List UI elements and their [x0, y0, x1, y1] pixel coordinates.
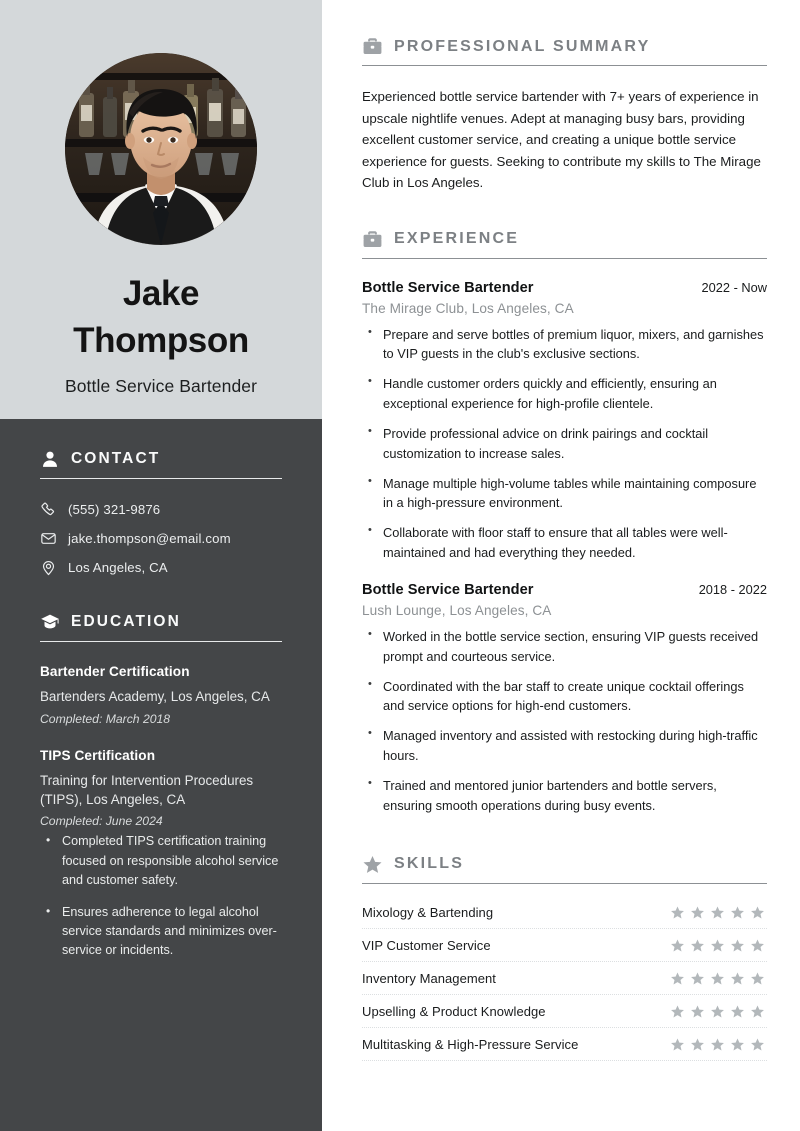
list-item: • Provide professional advice on drink pairings and cocktail customization to increase sales.: [362, 424, 767, 464]
contact-phone[interactable]: [40, 501, 282, 518]
briefcase-icon: [362, 36, 383, 57]
star-icon: [750, 905, 765, 920]
experience-organization: The Mirage Club, Los Angeles, CA: [362, 300, 574, 316]
sidebar: [0, 0, 322, 1131]
star-icon: [690, 938, 705, 953]
star-icon: [730, 1037, 745, 1052]
location-pin-icon: [40, 559, 57, 576]
skill-rating: [670, 938, 767, 953]
star-icon: [690, 971, 705, 986]
star-icon: [670, 1004, 685, 1019]
skills-heading-label: SKILLS: [394, 855, 465, 873]
skill-name: Upselling & Product Knowledge: [362, 1003, 546, 1019]
star-icon: [750, 1004, 765, 1019]
skill-row: [362, 896, 767, 929]
contact-location[interactable]: [40, 559, 282, 576]
skill-rating: [670, 971, 767, 986]
section-contact: [40, 449, 282, 576]
page-title: [18, 271, 304, 364]
experience-bullet-list: [362, 627, 767, 816]
star-icon: [750, 1037, 765, 1052]
list-item: • Ensures adherence to legal alcohol service standards and minimizes over-service or incidents.: [40, 903, 282, 960]
education-school: Training for Intervention Procedures (TIPS), Los Angeles, CA: [40, 772, 254, 807]
skill-row: [362, 1028, 767, 1061]
experience-bullet-list: [362, 325, 767, 563]
experience-heading-label: EXPERIENCE: [394, 230, 520, 248]
summary-heading-label: PROFESSIONAL SUMMARY: [394, 37, 651, 55]
star-icon: [690, 905, 705, 920]
list-item: • Completed TIPS certification training focused on responsible alcohol service and customer safety.: [40, 832, 282, 889]
experience-role: Bottle Service Bartender: [362, 279, 534, 296]
phone-icon: [40, 501, 57, 518]
star-icon: [710, 905, 725, 920]
education-heading-label: EDUCATION: [71, 613, 181, 631]
briefcase-icon: [362, 229, 383, 250]
summary-heading: [362, 36, 767, 57]
skills-heading: [362, 854, 767, 875]
star-icon: [670, 971, 685, 986]
profile-photo-icon: [65, 53, 257, 245]
star-icon: [670, 1037, 685, 1052]
education-date: Completed: March 2018: [40, 711, 171, 726]
star-icon: [710, 1037, 725, 1052]
experience-organization: Lush Lounge, Los Angeles, CA: [362, 602, 552, 618]
contact-phone-value: (555) 321-9876: [68, 502, 161, 518]
star-icon: [730, 1004, 745, 1019]
skill-name: Inventory Management: [362, 970, 496, 986]
experience-divider: [362, 258, 767, 259]
person-icon: [40, 449, 60, 469]
list-item: • Prepare and serve bottles of premium liquor, mixers, and garnishes to VIP guests in the club's exclusive sections.: [362, 325, 767, 365]
education-degree: Bartender Certification: [40, 664, 190, 680]
education-degree: TIPS Certification: [40, 747, 156, 763]
list-item: • Manage multiple high-volume tables while maintaining composure in a high-pressure environment.: [362, 474, 767, 514]
main-content: [322, 0, 800, 1131]
envelope-icon: [40, 530, 57, 547]
star-icon: [690, 1004, 705, 1019]
sidebar-body: [0, 419, 322, 992]
skill-row: [362, 962, 767, 995]
education-heading: [40, 612, 282, 632]
star-icon: [670, 905, 685, 920]
skill-name: Mixology & Bartending: [362, 904, 494, 920]
skills-divider: [362, 883, 767, 884]
star-icon: [690, 1037, 705, 1052]
education-bullet-list: [40, 832, 282, 960]
star-icon: [750, 971, 765, 986]
section-education: [40, 612, 282, 960]
graduation-cap-icon: [40, 612, 60, 632]
list-item: • Collaborate with floor staff to ensure that all tables were well-maintained and had everything they needed.: [362, 523, 767, 563]
profile-header: [0, 0, 322, 419]
star-icon: [730, 971, 745, 986]
education-school: Bartenders Academy, Los Angeles, CA: [40, 689, 270, 705]
experience-role: Bottle Service Bartender: [362, 581, 534, 598]
skill-rating: [670, 905, 767, 920]
skill-row: [362, 995, 767, 1028]
experience-entry: [362, 280, 767, 563]
list-item: • Handle customer orders quickly and efficiently, ensuring an exceptional experience for high-profile clientele.: [362, 374, 767, 414]
education-entry: [40, 664, 282, 725]
section-professional-summary: [362, 36, 767, 194]
star-icon: [730, 905, 745, 920]
contact-heading-label: CONTACT: [71, 450, 161, 468]
list-item: • Managed inventory and assisted with restocking during high-traffic hours.: [362, 726, 767, 766]
skills-list: [362, 896, 767, 1061]
profile-job-title: Bottle Service Bartender: [64, 376, 258, 397]
avatar: [65, 53, 257, 245]
first-name: Jake: [122, 274, 200, 313]
last-name: Thompson: [73, 320, 249, 360]
experience-heading: [362, 229, 767, 250]
section-skills: [362, 854, 767, 1061]
education-divider: [40, 641, 282, 642]
contact-email[interactable]: [40, 530, 282, 547]
summary-text: Experienced bottle service bartender with 7+ years of experience in upscale nightlife venues. Adept at managing busy bars, providing excellent customer service, and creating a unique bottle service experience for guests. Seeking to contribute my skills to The Mirage Club in Los Angeles.: [362, 89, 761, 191]
education-entry: [40, 748, 282, 961]
contact-email-value: jake.thompson@email.com: [68, 531, 231, 547]
section-experience: [362, 229, 767, 816]
list-item: • Trained and mentored junior bartenders and bottle servers, ensuring smooth operations during busy events.: [362, 776, 767, 816]
star-icon: [710, 1004, 725, 1019]
star-icon: [670, 938, 685, 953]
skill-row: [362, 929, 767, 962]
star-icon: [730, 938, 745, 953]
experience-entry-header: [362, 582, 767, 598]
star-icon: [710, 938, 725, 953]
experience-dates: 2018 - 2022: [698, 581, 767, 597]
contact-divider: [40, 478, 282, 479]
skill-rating: [670, 1037, 767, 1052]
star-icon: [362, 854, 383, 875]
experience-dates: 2022 - Now: [701, 279, 767, 295]
star-icon: [750, 938, 765, 953]
skill-rating: [670, 1004, 767, 1019]
summary-divider: [362, 65, 767, 66]
education-date: Completed: June 2024: [40, 814, 163, 829]
experience-entry: [362, 582, 767, 816]
experience-entry-header: [362, 280, 767, 296]
list-item: • Coordinated with the bar staff to create unique cocktail offerings and service options for high-end customers.: [362, 677, 767, 717]
skill-name: VIP Customer Service: [362, 937, 491, 953]
skill-name: Multitasking & High-Pressure Service: [362, 1036, 579, 1052]
star-icon: [710, 971, 725, 986]
contact-list: [40, 501, 282, 576]
contact-heading: [40, 449, 282, 469]
contact-location-value: Los Angeles, CA: [68, 560, 168, 576]
list-item: • Worked in the bottle service section, ensuring VIP guests received prompt and courteous service.: [362, 627, 767, 667]
